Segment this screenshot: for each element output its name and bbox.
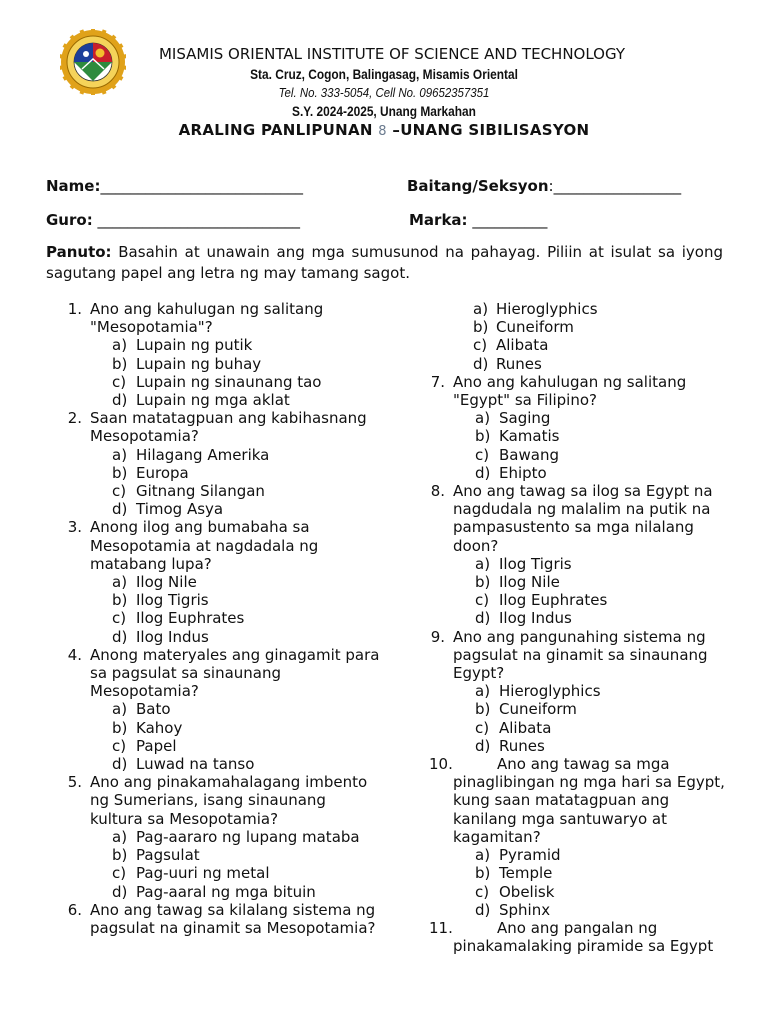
school-name: MISAMIS ORIENTAL INSTITUTE OF SCIENCE AND TECHNOLOGY bbox=[158, 45, 626, 63]
option-text: Pag-aaral ng mga bituin bbox=[136, 882, 316, 901]
subject-title bbox=[0, 121, 768, 139]
grade-section-label: Baitang/Seksyon bbox=[407, 177, 549, 195]
option-letter: a) bbox=[112, 573, 128, 592]
question-number: 2. bbox=[67, 409, 82, 428]
option-text: Pag-aararo ng lupang mataba bbox=[136, 827, 360, 846]
instructions-text: Basahin at unawain ang mga sumusunod na pahayag. Piliin at isulat sa iyong sagutang papel ang letra ng may tamang sagot. bbox=[46, 243, 723, 282]
question-item bbox=[60, 409, 380, 518]
option-text: Ilog Nile bbox=[499, 573, 560, 592]
option-text: Ilog Nile bbox=[136, 573, 197, 592]
question-item bbox=[60, 773, 380, 900]
option-letter: a) bbox=[112, 336, 128, 355]
question-item bbox=[60, 901, 380, 937]
answer-option[interactable] bbox=[423, 719, 733, 737]
question-item bbox=[60, 646, 380, 773]
question-text: Anong ilog ang bumabaha sa Mesopotamia at nagdadala ng matabang lupa? bbox=[90, 518, 319, 573]
option-letter: c) bbox=[112, 372, 127, 391]
question-number: 8. bbox=[430, 482, 445, 501]
answer-option[interactable] bbox=[423, 737, 733, 755]
question-number: 11. bbox=[429, 918, 453, 937]
option-text: Ilog Euphrates bbox=[136, 609, 245, 628]
option-letter: d) bbox=[475, 463, 491, 482]
question-number: 1. bbox=[67, 300, 82, 318]
answer-option[interactable] bbox=[60, 482, 380, 500]
answer-option[interactable] bbox=[423, 318, 733, 336]
option-text: Alibata bbox=[496, 336, 549, 355]
instructions bbox=[46, 242, 723, 284]
option-letter: a) bbox=[475, 409, 491, 428]
answer-option[interactable] bbox=[423, 336, 733, 354]
question-stem bbox=[60, 409, 380, 445]
answer-option[interactable] bbox=[423, 355, 733, 373]
question-number: 5. bbox=[67, 773, 82, 792]
option-text: Pyramid bbox=[499, 846, 561, 865]
option-letter: c) bbox=[475, 591, 490, 610]
score-field[interactable] bbox=[409, 211, 547, 229]
question-stem bbox=[60, 901, 380, 937]
option-text: Obelisk bbox=[499, 882, 555, 901]
option-letter: b) bbox=[475, 573, 491, 592]
answer-option[interactable] bbox=[60, 500, 380, 518]
answer-option[interactable] bbox=[60, 719, 380, 737]
questions-right-column bbox=[423, 300, 733, 955]
question-6-options-continued bbox=[423, 300, 733, 373]
option-letter: c) bbox=[112, 482, 127, 501]
school-contact: Tel. No. 333-5054, Cell No. 09652357351 bbox=[278, 85, 490, 100]
question-text: Ano ang tawag sa kilalang sistema ng pagsulat na ginamit sa Mesopotamia? bbox=[90, 900, 376, 937]
answer-option[interactable] bbox=[423, 901, 733, 919]
option-letter: d) bbox=[112, 391, 128, 410]
answer-option[interactable] bbox=[423, 883, 733, 901]
question-stem bbox=[423, 482, 733, 555]
question-number: 9. bbox=[430, 627, 445, 646]
question-stem bbox=[423, 755, 733, 846]
option-text: Saging bbox=[499, 409, 551, 428]
question-item bbox=[423, 628, 733, 755]
option-text: Cuneiform bbox=[496, 318, 574, 337]
option-text: Kamatis bbox=[499, 427, 560, 446]
answer-option[interactable] bbox=[60, 373, 380, 391]
option-letter: a) bbox=[112, 827, 128, 846]
option-letter: b) bbox=[473, 318, 489, 337]
question-item bbox=[60, 518, 380, 645]
question-item bbox=[60, 300, 380, 409]
answer-option[interactable] bbox=[60, 336, 380, 354]
option-text: Hieroglyphics bbox=[496, 300, 598, 318]
answer-option[interactable] bbox=[423, 464, 733, 482]
score-line: __________ bbox=[467, 211, 548, 229]
question-item bbox=[423, 919, 733, 955]
question-stem bbox=[423, 919, 733, 955]
name-field[interactable] bbox=[46, 177, 303, 195]
answer-option[interactable] bbox=[60, 737, 380, 755]
grade-section-field[interactable] bbox=[407, 177, 681, 195]
option-text: Lupain ng buhay bbox=[136, 354, 262, 373]
option-letter: c) bbox=[473, 336, 488, 355]
instructions-label: Panuto: bbox=[46, 243, 112, 261]
option-letter: b) bbox=[112, 846, 128, 865]
question-stem bbox=[423, 628, 733, 683]
answer-option[interactable] bbox=[60, 446, 380, 464]
question-item bbox=[423, 755, 733, 919]
answer-option[interactable] bbox=[60, 609, 380, 627]
subject-grade: 8 bbox=[378, 124, 387, 139]
option-letter: b) bbox=[112, 463, 128, 482]
option-letter: d) bbox=[475, 900, 491, 919]
questions-left-column bbox=[60, 300, 380, 937]
option-letter: a) bbox=[475, 682, 491, 701]
teacher-line: ___________________________ bbox=[92, 211, 300, 229]
question-text: Ano ang pangalan ng pinakamalaking piramide sa Egypt bbox=[453, 918, 714, 956]
answer-option[interactable] bbox=[423, 591, 733, 609]
option-letter: b) bbox=[112, 718, 128, 737]
answer-option[interactable] bbox=[60, 391, 380, 409]
option-text: Ilog Indus bbox=[499, 609, 572, 628]
score-label: Marka: bbox=[409, 211, 468, 229]
option-letter: b) bbox=[112, 354, 128, 373]
option-text: Bawang bbox=[499, 445, 559, 464]
option-letter: c) bbox=[112, 736, 127, 755]
question-stem bbox=[60, 300, 380, 336]
option-letter: c) bbox=[112, 864, 127, 883]
answer-option[interactable] bbox=[60, 883, 380, 901]
option-letter: a) bbox=[475, 846, 491, 865]
option-letter: c) bbox=[475, 718, 490, 737]
name-label: Name: bbox=[46, 177, 101, 195]
option-text: Hilagang Amerika bbox=[136, 445, 270, 464]
answer-option[interactable] bbox=[60, 828, 380, 846]
option-letter: b) bbox=[475, 864, 491, 883]
option-letter: c) bbox=[475, 882, 490, 901]
question-text: Ano ang kahulugan ng salitang "Egypt" sa Filipino? bbox=[453, 372, 687, 410]
answer-option[interactable] bbox=[423, 846, 733, 864]
answer-option[interactable] bbox=[423, 555, 733, 573]
answer-option[interactable] bbox=[423, 300, 733, 318]
question-text: Ano ang pinakamahalagang imbento ng Sumerians, isang sinaunang kultura sa Mesopotamia? bbox=[90, 773, 368, 828]
option-text: Lupain ng sinaunang tao bbox=[136, 372, 322, 391]
school-year: S.Y. 2024-2025, Unang Markahan bbox=[292, 103, 476, 119]
subject-title-pre: ARALING PANLIPUNAN bbox=[178, 121, 379, 139]
option-letter: d) bbox=[475, 736, 491, 755]
option-letter: d) bbox=[112, 500, 128, 519]
option-text: Pag-uuri ng metal bbox=[136, 864, 270, 883]
option-text: Hieroglyphics bbox=[499, 682, 601, 701]
option-text: Lupain ng putik bbox=[136, 336, 253, 355]
option-letter: a) bbox=[473, 300, 489, 318]
name-line: ___________________________ bbox=[100, 177, 303, 195]
option-text: Europa bbox=[136, 463, 189, 482]
question-text: Ano ang kahulugan ng salitang "Mesopotamia"? bbox=[90, 300, 324, 337]
question-item bbox=[423, 373, 733, 482]
answer-option[interactable] bbox=[60, 355, 380, 373]
answer-option[interactable] bbox=[423, 446, 733, 464]
option-letter: b) bbox=[112, 591, 128, 610]
option-letter: c) bbox=[475, 445, 490, 464]
option-letter: a) bbox=[112, 445, 128, 464]
answer-option[interactable] bbox=[423, 682, 733, 700]
option-text: Ilog Euphrates bbox=[499, 591, 608, 610]
option-text: Ilog Tigris bbox=[499, 554, 572, 573]
option-text: Bato bbox=[136, 700, 171, 719]
question-text: Ano ang tawag sa ilog sa Egypt na nagdudala ng malalim na putik na pampasustento sa mga nilalang doon? bbox=[453, 482, 713, 555]
question-number: 6. bbox=[67, 900, 82, 919]
option-text: Luwad na tanso bbox=[136, 755, 255, 774]
answer-option[interactable] bbox=[60, 755, 380, 773]
answer-option[interactable] bbox=[423, 864, 733, 882]
question-stem bbox=[60, 646, 380, 701]
option-letter: a) bbox=[112, 700, 128, 719]
option-text: Runes bbox=[499, 736, 545, 755]
question-number: 7. bbox=[430, 372, 445, 391]
answer-option[interactable] bbox=[423, 409, 733, 427]
question-stem bbox=[60, 773, 380, 828]
option-letter: d) bbox=[473, 354, 489, 373]
question-text: Ano ang pangunahing sistema ng pagsulat na ginamit sa sinaunang Egypt? bbox=[453, 627, 708, 683]
question-item bbox=[423, 482, 733, 628]
option-text: Timog Asya bbox=[136, 500, 224, 519]
option-text: Alibata bbox=[499, 718, 552, 737]
school-address: Sta. Cruz, Cogon, Balingasag, Misamis Oriental bbox=[250, 66, 518, 82]
answer-option[interactable] bbox=[60, 628, 380, 646]
question-text: Ano ang tawag sa mga pinaglibingan ng mga hari sa Egypt, kung saan matatagpuan ang kanilang mga santuwaryo at kagamitan? bbox=[453, 755, 725, 846]
question-number: 3. bbox=[67, 518, 82, 537]
answer-option[interactable] bbox=[60, 700, 380, 718]
answer-option[interactable] bbox=[60, 573, 380, 591]
option-text: Gitnang Silangan bbox=[136, 482, 265, 501]
option-text: Sphinx bbox=[499, 900, 551, 919]
option-text: Cuneiform bbox=[499, 700, 577, 719]
answer-option[interactable] bbox=[60, 464, 380, 482]
answer-option[interactable] bbox=[423, 573, 733, 591]
option-letter: b) bbox=[475, 427, 491, 446]
question-text: Saan matatagpuan ang kabihasnang Mesopotamia? bbox=[90, 409, 367, 446]
answer-option[interactable] bbox=[423, 609, 733, 627]
option-text: Papel bbox=[136, 736, 177, 755]
question-stem bbox=[60, 518, 380, 573]
option-text: Ilog Indus bbox=[136, 627, 209, 646]
question-text: Anong materyales ang ginagamit para sa pagsulat sa sinaunang Mesopotamia? bbox=[90, 645, 380, 701]
grade-section-line: :_________________ bbox=[548, 177, 682, 195]
option-letter: c) bbox=[112, 609, 127, 628]
option-letter: d) bbox=[112, 627, 128, 646]
teacher-field[interactable] bbox=[46, 211, 300, 229]
question-stem bbox=[423, 373, 733, 409]
option-text: Kahoy bbox=[136, 718, 183, 737]
option-text: Pagsulat bbox=[136, 846, 200, 865]
teacher-label: Guro: bbox=[46, 211, 93, 229]
question-number: 10. bbox=[429, 755, 453, 774]
answer-option[interactable] bbox=[423, 427, 733, 445]
question-number: 4. bbox=[67, 645, 82, 664]
option-letter: b) bbox=[475, 700, 491, 719]
answer-option[interactable] bbox=[60, 864, 380, 882]
option-letter: d) bbox=[112, 882, 128, 901]
option-text: Temple bbox=[499, 864, 553, 883]
subject-title-post: –UNANG SIBILISASYON bbox=[386, 121, 590, 139]
option-text: Lupain ng mga aklat bbox=[136, 391, 290, 410]
option-letter: d) bbox=[475, 609, 491, 628]
option-text: Ilog Tigris bbox=[136, 591, 209, 610]
option-text: Ehipto bbox=[499, 463, 547, 482]
option-letter: a) bbox=[475, 554, 491, 573]
option-text: Runes bbox=[496, 354, 542, 373]
answer-option[interactable] bbox=[423, 700, 733, 718]
answer-option[interactable] bbox=[60, 846, 380, 864]
option-letter: d) bbox=[112, 755, 128, 774]
answer-option[interactable] bbox=[60, 591, 380, 609]
